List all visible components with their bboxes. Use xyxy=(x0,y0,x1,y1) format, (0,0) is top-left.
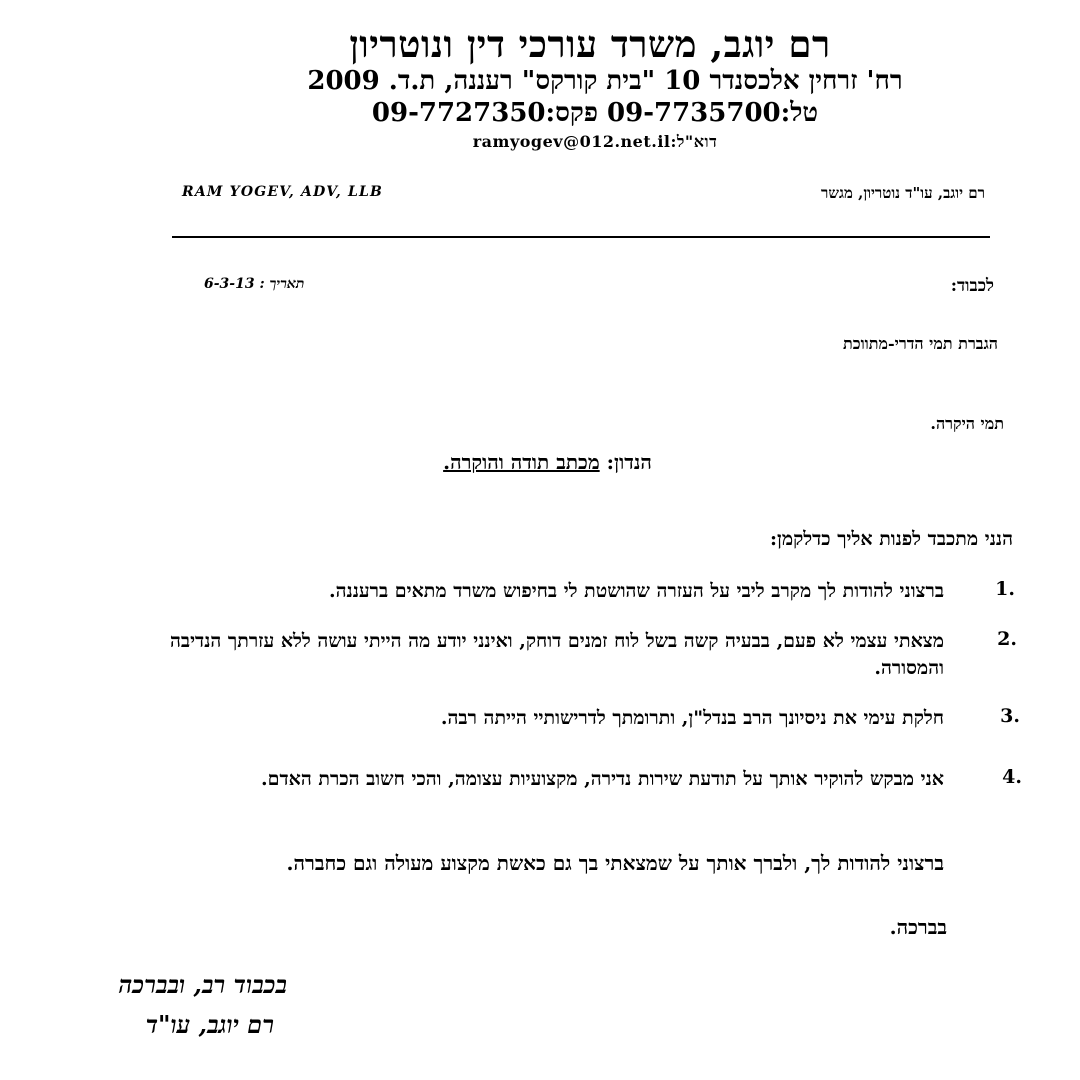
subject-text: מכתב תודה והוקרה. xyxy=(443,450,600,474)
subject-line xyxy=(0,450,1080,475)
recipient-name: הגברת תמי הדרי-מתווכת xyxy=(843,334,998,353)
item-number: 4. xyxy=(1002,766,1022,788)
letterhead-email: דוא"ל:ramyogev@012.net.il xyxy=(472,132,718,151)
letterhead-phones: טל:09-7735700 פקס:09-7727350 xyxy=(371,98,819,128)
letterhead-address: רח' זרחין אלכסנדר 10 "בית קורקס" רעננה, ת.ד. 2009 xyxy=(307,66,903,96)
item-text: חלקת עימי את ניסיונך הרב בנדל"ן, ותרומתך לדרישותיי הייתה רבה. xyxy=(440,707,944,729)
item-number: 3. xyxy=(1000,705,1020,727)
attorney-name-english: RAM YOGEV, ADV, LLB xyxy=(182,184,384,200)
item-number: 1. xyxy=(995,578,1015,600)
closing-paragraph: ברצוני להודות לך, ולברך אותך על שמצאתי בך גם כאשת מקצוע מעולה וגם כחברה. xyxy=(286,851,944,875)
letter-date: תאריך : 6-3-13 xyxy=(204,276,305,292)
item-text: מצאתי עצמי לא פעם, בבעיה קשה בשל לוח זמנים דוחק, ואינני יודע מה הייתי עושה ללא עזרתך הנדיבה והמסורה. xyxy=(169,630,944,679)
blessing-line: בברכה. xyxy=(889,915,947,939)
item-text: אני מבקש להוקיר אותך על תודעת שירות נדירה, מקצועיות עצומה, והכי חשוב הכרת האדם. xyxy=(261,768,944,790)
item-text: ברצוני להודות לך מקרב ליבי על העזרה שהושטת לי בחיפוש משרד מתאים ברעננה. xyxy=(328,580,944,602)
signature-name: רם יוגב, עו"ד xyxy=(145,1010,274,1039)
header-divider xyxy=(172,236,990,238)
letterhead-title: רם יוגב, משרד עורכי דין ונוטריון xyxy=(349,22,831,66)
to-label: לכבוד: xyxy=(950,276,994,296)
attorney-name-hebrew: רם יוגב, עו"ד נוטריון, מגשר xyxy=(821,184,985,202)
item-number: 2. xyxy=(997,628,1017,650)
signature-greeting: בכבוד רב, ובברכה xyxy=(118,970,287,999)
greeting: תמי היקרה. xyxy=(930,414,1004,433)
intro-line: הנני מתכבד לפנות אליך כדלקמן: xyxy=(769,528,1013,550)
subject-label: הנדון: xyxy=(606,450,652,474)
